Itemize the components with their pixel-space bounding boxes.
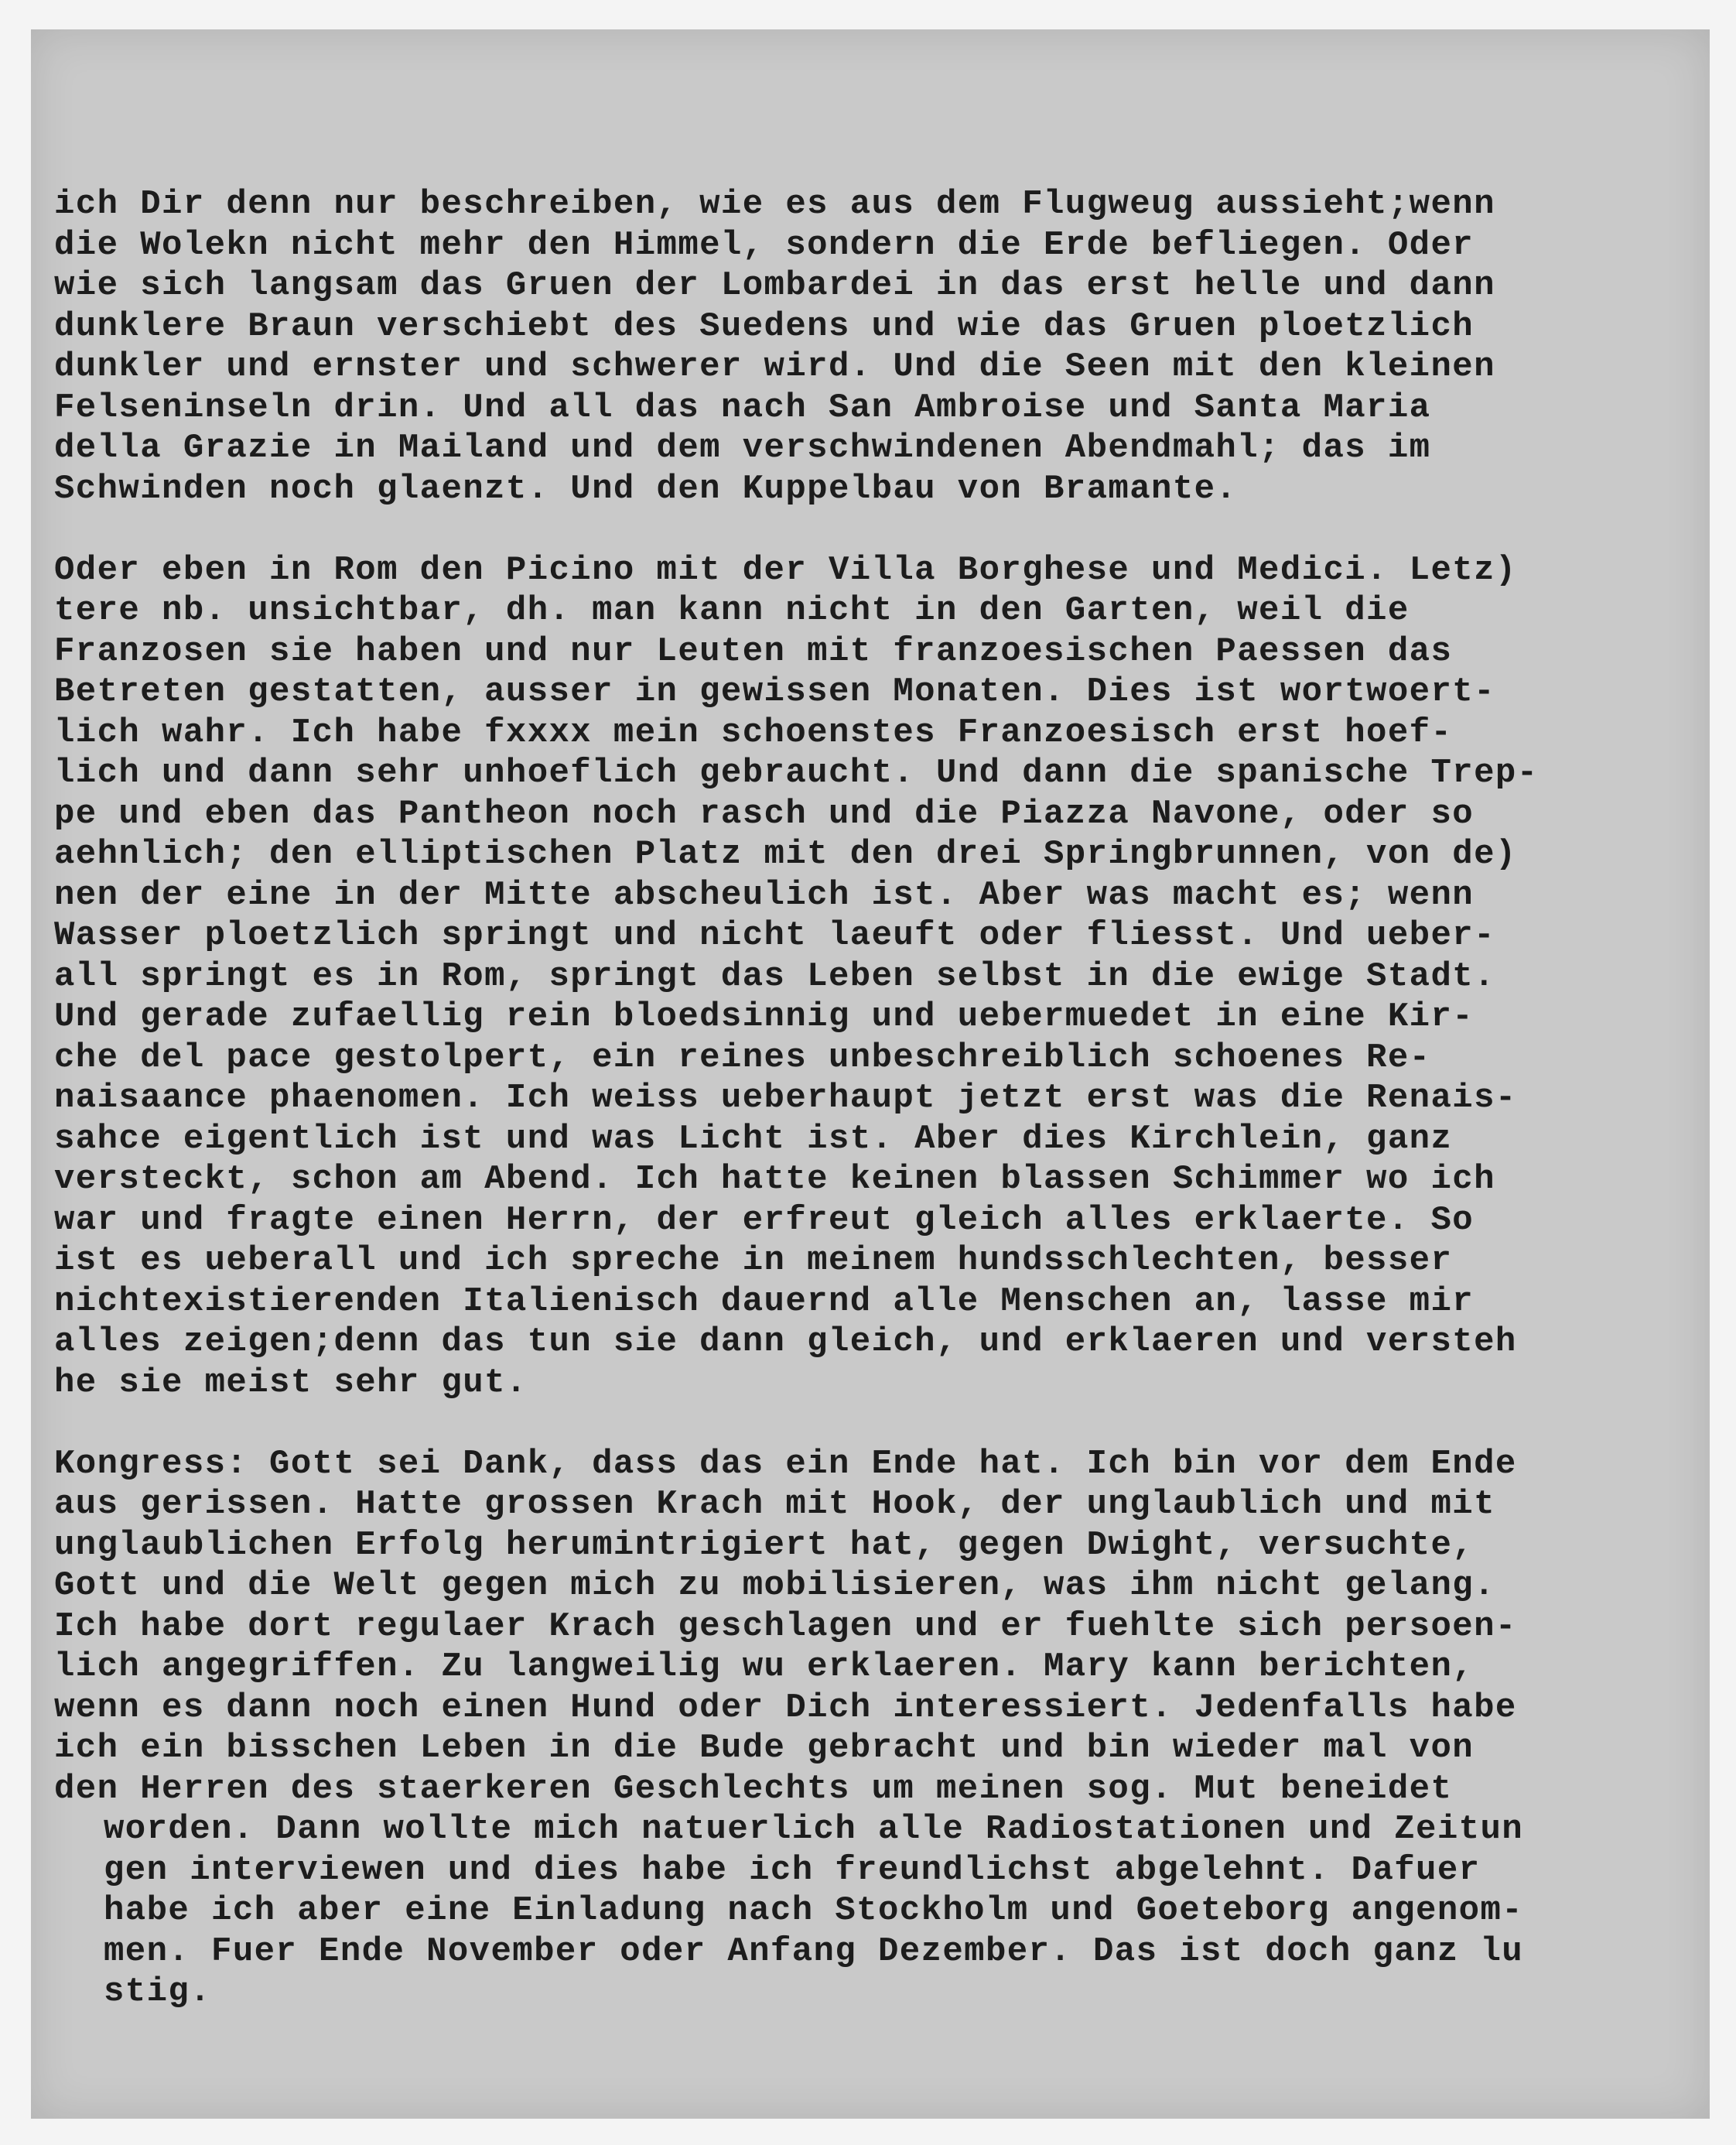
text-line: versteckt, schon am Abend. Ich hatte keinen blassen Schimmer wo ich xyxy=(54,1160,1495,1199)
text-line: dunkler und ernster und schwerer wird. Und die Seen mit den kleinen xyxy=(54,347,1495,386)
text-line: Gott und die Welt gegen mich zu mobilisieren, was ihm nicht gelang. xyxy=(54,1566,1495,1605)
text-line: pe und eben das Pantheon noch rasch und die Piazza Navone, oder so xyxy=(54,794,1475,833)
text-line: nen der eine in der Mitte abscheulich ist. Aber was macht es; wenn xyxy=(54,875,1475,915)
text-line: Oder eben in Rom den Picino mit der Villa Borghese und Medici. Letz) xyxy=(54,550,1517,590)
letter-text xyxy=(54,184,1702,2013)
text-line: Betreten gestatten, ausser in gewissen Monaten. Dies ist wortwoert- xyxy=(54,672,1495,711)
text-line: war und fragte einen Herrn, der erfreut gleich alles erklaerte. So xyxy=(54,1200,1475,1240)
text-line: den Herren des staerkeren Geschlechts um meinen sog. Mut beneidet xyxy=(54,1769,1453,1808)
text-line: Ich habe dort regulaer Krach geschlagen und er fuehlte sich persoen- xyxy=(54,1606,1517,1646)
text-line-indented: men. Fuer Ende November oder Anfang Dezember. Das ist doch ganz lu xyxy=(104,1931,1524,1971)
paragraph-flight xyxy=(54,184,1702,509)
text-line: lich angegriffen. Zu langweilig wu erklaeren. Mary kann berichten, xyxy=(54,1647,1475,1686)
text-line: wie sich langsam das Gruen der Lombardei in das erst helle und dann xyxy=(54,266,1495,305)
text-line: naisaance phaenomen. Ich weiss ueberhaupt jetzt erst was die Renais- xyxy=(54,1079,1517,1117)
text-line: wenn es dann noch einen Hund oder Dich interessiert. Jedenfalls habe xyxy=(54,1688,1517,1727)
text-line: he sie meist sehr gut. xyxy=(54,1363,528,1402)
text-line: Schwinden noch glaenzt. Und den Kuppelbau von Bramante. xyxy=(54,469,1238,508)
text-line: die Wolekn nicht mehr den Himmel, sondern die Erde befliegen. Oder xyxy=(54,225,1475,265)
text-line-indented: gen interviewen und dies habe ich freundlichst abgelehnt. Dafuer xyxy=(104,1850,1481,1890)
text-line: che del pace gestolpert, ein reines unbeschreiblich schoenes Re- xyxy=(54,1038,1431,1077)
text-line-indented: stig. xyxy=(104,1972,212,2011)
paragraph-congress xyxy=(54,1444,1702,2013)
text-line: dunklere Braun verschiebt des Suedens und wie das Gruen ploetzlich xyxy=(54,306,1475,346)
paragraph-spacer xyxy=(54,509,1702,550)
text-line: tere nb. unsichtbar, dh. man kann nicht in den Garten, weil die xyxy=(54,591,1410,630)
text-line: unglaublichen Erfolg herumintrigiert hat, gegen Dwight, versuchte, xyxy=(54,1525,1475,1565)
text-line: sahce eigentlich ist und was Licht ist. Aber dies Kirchlein, ganz xyxy=(54,1119,1453,1158)
text-line: aus gerissen. Hatte grossen Krach mit Hook, der unglaublich und mit xyxy=(54,1485,1495,1524)
text-line: aehnlich; den elliptischen Platz mit den drei Springbrunnen, von de) xyxy=(54,835,1517,874)
text-line: ich Dir denn nur beschreiben, wie es aus dem Flugweug aussieht;wenn xyxy=(54,185,1495,224)
text-line: Wasser ploetzlich springt und nicht laeuft oder fliesst. Und ueber- xyxy=(54,916,1495,955)
text-line: della Grazie in Mailand und dem verschwindenen Abendmahl; das im xyxy=(54,429,1431,467)
text-line: lich und dann sehr unhoeflich gebraucht. Und dann die spanische Trep- xyxy=(54,754,1539,792)
text-line: Und gerade zufaellig rein bloedsinnig und uebermuedet in eine Kir- xyxy=(54,997,1475,1036)
text-line-indented: worden. Dann wollte mich natuerlich alle Radiostationen und Zeitun xyxy=(104,1810,1524,1849)
text-line: all springt es in Rom, springt das Leben selbst in die ewige Stadt. xyxy=(54,956,1495,996)
text-line: Felseninseln drin. Und all das nach San Ambroise und Santa Maria xyxy=(54,388,1431,427)
text-line: Franzosen sie haben und nur Leuten mit franzoesischen Paessen das xyxy=(54,631,1453,671)
text-line: Kongress: Gott sei Dank, dass das ein Ende hat. Ich bin vor dem Ende xyxy=(54,1444,1517,1483)
paragraph-rome xyxy=(54,550,1702,1404)
paragraph-spacer xyxy=(54,1403,1702,1444)
text-line: ich ein bisschen Leben in die Bude gebracht und bin wieder mal von xyxy=(54,1729,1475,1767)
text-line: nichtexistierenden Italienisch dauernd alle Menschen an, lasse mir xyxy=(54,1281,1475,1321)
text-line: alles zeigen;denn das tun sie dann gleich, und erklaeren und versteh xyxy=(54,1322,1517,1361)
text-line: lich wahr. Ich habe fxxxx mein schoenstes Franzoesisch erst hoef- xyxy=(54,713,1453,752)
text-line-indented: habe ich aber eine Einladung nach Stockholm und Goeteborg angenom- xyxy=(104,1891,1524,1930)
text-line: ist es ueberall und ich spreche in meinem hundsschlechten, besser xyxy=(54,1241,1453,1280)
